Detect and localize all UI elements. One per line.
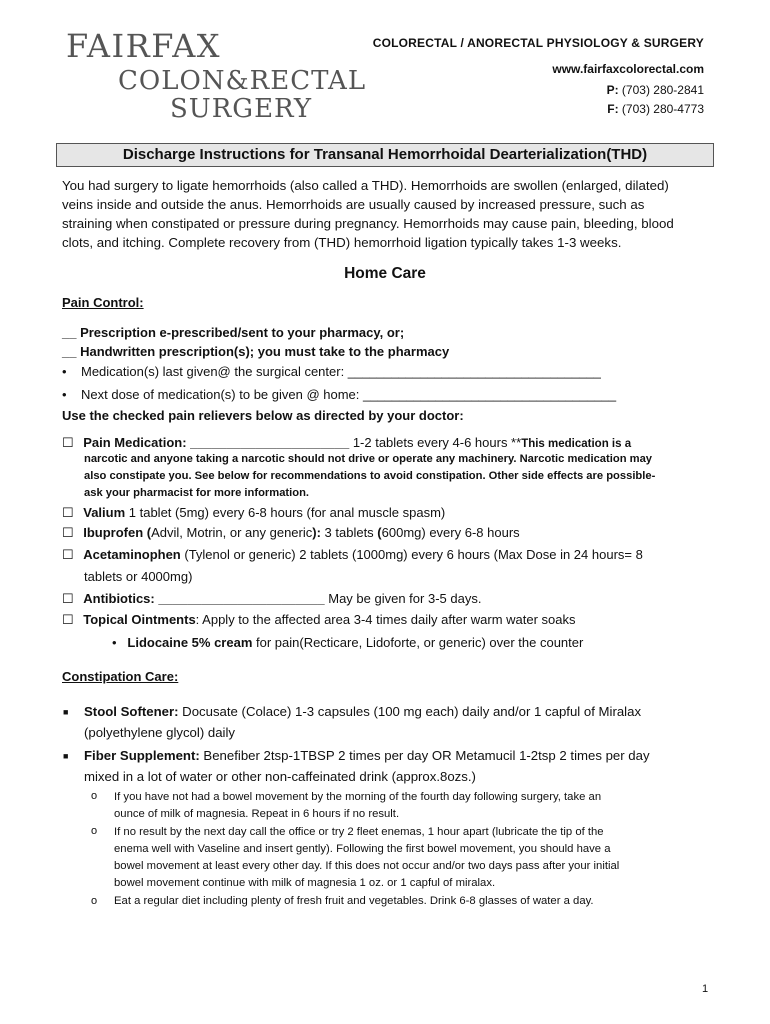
- fiber-supplement-label: Fiber Supplement:: [84, 748, 200, 763]
- acetaminophen-text: (Tylenol or generic) 2 tablets (1000mg) every 6 hours (Max Dose in 24 hours= 8: [180, 547, 643, 562]
- next-dose-text: Next dose of medication(s) to be given @ home: ___________________________________: [81, 387, 617, 402]
- subitem-line: If you have not had a bowel movement by the morning of the fourth day following surgery, take an: [114, 791, 602, 803]
- logo-line-colon-rectal: COLON&RECTAL: [118, 66, 367, 96]
- note-line: ask your pharmacist for more information.: [84, 487, 310, 499]
- last-given-line: [62, 362, 722, 381]
- ibuprofen-schedule: 600mg) every 6-8 hours: [381, 525, 520, 540]
- acetaminophen-text-cont: tablets or 4000mg): [84, 569, 193, 584]
- valium-label: Valium: [83, 505, 126, 520]
- antibiotics-item: [62, 589, 722, 608]
- subitem-line: bowel movement at least every other day. If this does not occur and/or two days pass after your initial: [114, 860, 620, 872]
- note-line: narcotic and anyone taking a narcotic should not drive or operate any machinery. Narcotic medication may: [84, 453, 653, 465]
- bullet-icon: •: [62, 387, 81, 402]
- subitem-line: ounce of milk of magnesia. Repeat in 6 hours if no result.: [114, 808, 400, 820]
- ibuprofen-label: Ibuprofen (: [83, 525, 152, 540]
- fiber-supplement-item: [84, 745, 704, 787]
- checkbox-icon[interactable]: ☐: [62, 591, 74, 606]
- subitem-line: bowel movement continue with milk of magnesia 1 oz. or 1 capful of miralax.: [114, 877, 496, 889]
- topical-ointments-item: [62, 610, 722, 629]
- checkbox-icon[interactable]: ☐: [62, 525, 74, 540]
- intro-line: You had surgery to ligate hemorrhoids (also called a THD). Hemorrhoids are swollen (enlarged, dilated): [62, 178, 669, 193]
- checkbox-icon[interactable]: ☐: [62, 547, 74, 562]
- pain-medication-label: Pain Medication: ______________________: [83, 435, 350, 450]
- antibiotics-text: May be given for 3-5 days.: [324, 591, 482, 606]
- rx-eprescribed: __ Prescription e-prescribed/sent to your pharmacy, or;: [62, 325, 405, 340]
- phone-number: (703) 280-2841: [618, 83, 704, 97]
- fax-label: F:: [607, 102, 619, 116]
- checkbox-icon[interactable]: ☐: [62, 505, 74, 520]
- pain-medication-warning: This medication is a: [521, 438, 632, 450]
- constipation-subitem: [114, 789, 704, 823]
- home-care-heading: Home Care: [344, 265, 426, 282]
- fiber-supplement-text-cont: mixed in a lot of water or other non-caffeinated drink (approx.8ozs.): [84, 769, 476, 784]
- pain-medication-note: [84, 451, 724, 502]
- topical-label: Topical Ointments: [83, 612, 196, 627]
- logo-line-surgery: SURGERY: [170, 94, 312, 124]
- square-bullet-icon: ■: [63, 707, 69, 717]
- lidocaine-text: for pain(Recticare, Lidoforte, or generic) over the counter: [252, 635, 584, 650]
- antibiotics-label: Antibiotics: _______________________: [83, 591, 325, 606]
- acetaminophen-item: [62, 545, 722, 564]
- stool-softener-item: [84, 701, 704, 743]
- constipation-subitem: [114, 824, 704, 892]
- stool-softener-text-cont: (polyethylene glycol) daily: [84, 725, 235, 740]
- stool-softener-text: Docusate (Colace) 1-3 capsules (100 mg each) daily and/or 1 capful of Miralax: [178, 704, 642, 719]
- subitem-line: enema well with Vaseline and insert gently). Following the first bowel movement, you should have a: [114, 843, 611, 855]
- ibuprofen-paren: (: [377, 525, 382, 540]
- lidocaine-label: Lidocaine 5% cream: [127, 635, 253, 650]
- intro-line: clots, and itching. Complete recovery from (THD) hemorrhoid ligation typically takes 1-3 weeks.: [62, 235, 622, 250]
- fax-number: (703) 280-4773: [618, 102, 704, 116]
- ibuprofen-brands: Advil, Motrin, or any generic: [151, 525, 313, 540]
- lidocaine-item: [112, 633, 770, 652]
- checkbox-icon[interactable]: ☐: [62, 435, 74, 450]
- phone-label: P:: [606, 83, 619, 97]
- circle-bullet-icon: o: [91, 825, 98, 837]
- header-subtitle: COLORECTAL / ANORECTAL PHYSIOLOGY & SURGERY: [372, 36, 704, 50]
- checkbox-icon[interactable]: ☐: [62, 612, 74, 627]
- topical-text: : Apply to the affected area 3-4 times daily after warm water soaks: [195, 612, 576, 627]
- circle-bullet-icon: o: [91, 895, 98, 907]
- ibuprofen-dose: 3 tablets: [320, 525, 378, 540]
- acetaminophen-label: Acetaminophen: [83, 547, 181, 562]
- header-website[interactable]: www.fairfaxcolorectal.com: [552, 62, 704, 76]
- intro-line: veins inside and outside the anus. Hemorrhoids are usually caused by increased pressure, such as: [62, 197, 645, 212]
- pain-reliever-instructions: Use the checked pain relievers below as directed by your doctor:: [62, 408, 464, 423]
- bullet-icon: •: [112, 635, 128, 650]
- stool-softener-label: Stool Softener:: [84, 704, 179, 719]
- fiber-supplement-text: Benefiber 2tsp-1TBSP 2 times per day OR Metamucil 1-2tsp 2 times per day: [199, 748, 650, 763]
- valium-item: [62, 503, 722, 522]
- header-phone: [607, 83, 704, 97]
- logo-line-fairfax: FAIRFAX: [66, 27, 222, 65]
- square-bullet-icon: ■: [63, 751, 69, 761]
- valium-text: 1 tablet (5mg) every 6-8 hours (for anal muscle spasm): [125, 505, 446, 520]
- subitem-line: If no result by the next day call the office or try 2 fleet enemas, 1 hour apart (lubricate the tip of the: [114, 826, 604, 838]
- ibuprofen-item: [62, 523, 722, 542]
- constipation-heading: Constipation Care:: [62, 669, 179, 684]
- next-dose-line: [62, 385, 722, 404]
- last-given-text: Medication(s) last given@ the surgical center: ___________________________________: [81, 364, 601, 379]
- intro-line: straining when constipated or pressure during pregnancy. Hemorrhoids may cause pain, bleeding, blood: [62, 216, 674, 231]
- ibuprofen-label-end: ):: [312, 525, 321, 540]
- page-number: 1: [702, 983, 709, 995]
- subitem-line: Eat a regular diet including plenty of fresh fruit and vegetables. Drink 6-8 glasses of water a day.: [114, 895, 594, 907]
- pain-control-heading: Pain Control:: [62, 295, 144, 310]
- pain-medication-dose: 1-2 tablets every 4-6 hours **: [349, 435, 522, 450]
- note-line: also constipate you. See below for recommendations to avoid constipation. Other side effects are possible-: [84, 470, 656, 482]
- document-title: Discharge Instructions for Transanal Hemorrhoidal Dearterialization(THD): [56, 143, 714, 167]
- rx-handwritten: __ Handwritten prescription(s); you must take to the pharmacy: [62, 344, 450, 359]
- bullet-icon: •: [62, 364, 81, 379]
- circle-bullet-icon: o: [91, 790, 98, 802]
- constipation-subitem: [114, 893, 704, 910]
- intro-paragraph: [62, 176, 712, 252]
- header-fax: [607, 102, 704, 116]
